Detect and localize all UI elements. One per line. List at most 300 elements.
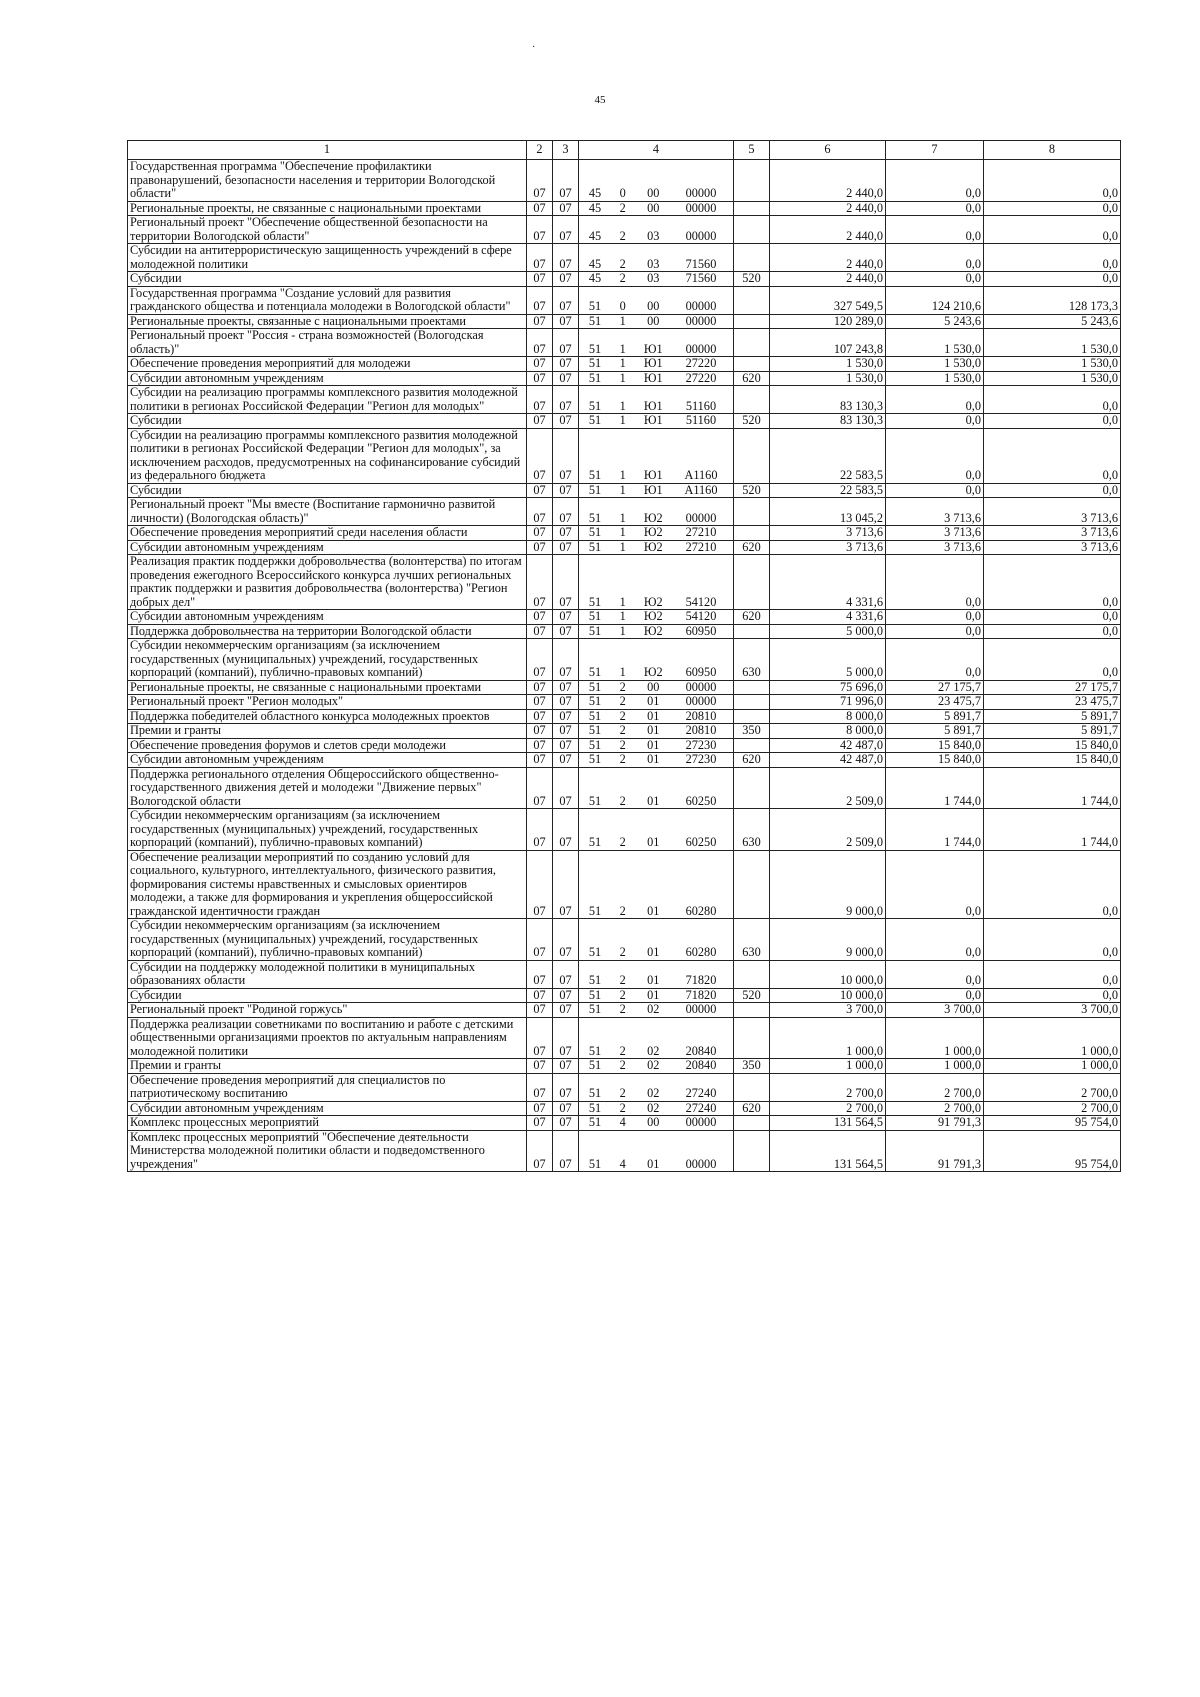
table-row bbox=[128, 357, 1121, 372]
table-row bbox=[128, 1130, 1121, 1172]
row-name: Обеспечение проведения мероприятий для молодежи bbox=[128, 357, 527, 372]
amount-col8: 27 175,7 bbox=[984, 680, 1121, 695]
program-code: 51 bbox=[588, 973, 602, 987]
amount-col7: 0,0 bbox=[886, 555, 984, 610]
direction-code: 1 bbox=[619, 594, 626, 609]
row-name: Премии и гранты bbox=[128, 724, 527, 739]
amount-col8: 128 173,3 bbox=[984, 286, 1121, 314]
row-name: Поддержка добровольчества на территории Вологодской области bbox=[128, 624, 527, 639]
subsection-code: 07 bbox=[553, 555, 579, 610]
direction-code: 2 bbox=[619, 973, 626, 987]
amount-col8: 5 891,7 bbox=[984, 724, 1121, 739]
row-name: Субсидии автономным учреждениям bbox=[128, 753, 527, 768]
table-row bbox=[128, 695, 1121, 710]
section-code: 07 bbox=[527, 201, 553, 216]
expense-type-code: 520 bbox=[734, 988, 770, 1003]
table-row bbox=[128, 414, 1121, 429]
amount-col8: 1 000,0 bbox=[984, 1017, 1121, 1059]
amount-col7: 0,0 bbox=[886, 610, 984, 625]
amount-col8: 2 700,0 bbox=[984, 1073, 1121, 1101]
target-article-code bbox=[579, 695, 734, 710]
amount-col7: 0,0 bbox=[886, 272, 984, 287]
direction-code: 2 bbox=[619, 271, 626, 285]
amount-col6: 10 000,0 bbox=[770, 988, 886, 1003]
row-name: Обеспечение проведения мероприятий для специалистов по патриотическому воспитанию bbox=[128, 1073, 527, 1101]
program-code: 51 bbox=[588, 945, 602, 959]
section-code: 07 bbox=[527, 809, 553, 851]
subsection-code: 07 bbox=[553, 753, 579, 768]
subsection-code: 07 bbox=[553, 988, 579, 1003]
subsection-code: 07 bbox=[553, 1130, 579, 1172]
subsection-code: 07 bbox=[553, 624, 579, 639]
subsection-code: 07 bbox=[553, 850, 579, 919]
section-code: 07 bbox=[527, 1116, 553, 1131]
expense-code: 71820 bbox=[685, 987, 717, 1002]
amount-col6: 8 000,0 bbox=[770, 724, 886, 739]
expense-code: 27240 bbox=[685, 1086, 717, 1100]
project-code: 01 bbox=[647, 737, 660, 752]
subsection-code: 07 bbox=[553, 329, 579, 357]
amount-col7: 1 530,0 bbox=[886, 357, 984, 372]
expense-code: 00000 bbox=[685, 299, 717, 313]
amount-col8: 0,0 bbox=[984, 555, 1121, 610]
column-header: 5 bbox=[734, 141, 770, 160]
table-row bbox=[128, 428, 1121, 483]
program-code: 51 bbox=[588, 903, 602, 918]
section-code: 07 bbox=[527, 767, 553, 809]
target-article-code bbox=[579, 526, 734, 541]
target-article-code bbox=[579, 386, 734, 414]
amount-col6: 22 583,5 bbox=[770, 428, 886, 483]
program-code: 51 bbox=[588, 1043, 602, 1058]
expense-code: 51160 bbox=[685, 398, 717, 413]
expense-type-code bbox=[734, 428, 770, 483]
subsection-code: 07 bbox=[553, 709, 579, 724]
program-code: 51 bbox=[588, 1156, 602, 1171]
section-code: 07 bbox=[527, 724, 553, 739]
subsection-code: 07 bbox=[553, 483, 579, 498]
expense-type-code bbox=[734, 498, 770, 526]
section-code: 07 bbox=[527, 498, 553, 526]
table-row bbox=[128, 483, 1121, 498]
amount-col8: 5 891,7 bbox=[984, 709, 1121, 724]
direction-code: 2 bbox=[619, 903, 626, 918]
column-header: 6 bbox=[770, 141, 886, 160]
row-name: Региональный проект "Родиной горжусь" bbox=[128, 1003, 527, 1018]
amount-col8: 95 754,0 bbox=[984, 1130, 1121, 1172]
column-header: 4 bbox=[579, 141, 734, 160]
section-code: 07 bbox=[527, 1073, 553, 1101]
expense-code: 00000 bbox=[685, 228, 717, 243]
target-article-code bbox=[579, 724, 734, 739]
target-article-code bbox=[579, 919, 734, 961]
target-article-code bbox=[579, 809, 734, 851]
row-name: Региональный проект "Обеспечение общественной безопасности на территории Вологодской области" bbox=[128, 216, 527, 244]
direction-code: 2 bbox=[619, 752, 626, 766]
project-code: 01 bbox=[647, 973, 660, 987]
project-code: 01 bbox=[647, 1156, 660, 1171]
program-code: 51 bbox=[588, 679, 602, 694]
table-row bbox=[128, 314, 1121, 329]
expense-code: 27220 bbox=[685, 370, 717, 385]
subsection-code: 07 bbox=[553, 498, 579, 526]
project-code: 00 bbox=[647, 200, 660, 215]
amount-col7: 0,0 bbox=[886, 483, 984, 498]
amount-col6: 3 700,0 bbox=[770, 1003, 886, 1018]
project-code: Ю2 bbox=[643, 609, 663, 623]
direction-code: 0 bbox=[619, 299, 626, 313]
row-name: Субсидии некоммерческим организациям (за исключением государственных (муниципальных) учреждений, государственных корпораций (компаний), публично-правовых компаний) bbox=[128, 919, 527, 961]
subsection-code: 07 bbox=[553, 919, 579, 961]
direction-code: 2 bbox=[619, 694, 626, 708]
program-code: 45 bbox=[588, 186, 602, 200]
row-name: Поддержка победителей областного конкурса молодежных проектов bbox=[128, 709, 527, 724]
amount-col7: 1 530,0 bbox=[886, 371, 984, 386]
amount-col6: 2 700,0 bbox=[770, 1101, 886, 1116]
subsection-code: 07 bbox=[553, 1017, 579, 1059]
expense-code: 60250 bbox=[685, 835, 717, 849]
expense-code: 71820 bbox=[685, 973, 717, 987]
expense-code: 27220 bbox=[685, 356, 717, 370]
direction-code: 2 bbox=[619, 1043, 626, 1058]
section-code: 07 bbox=[527, 738, 553, 753]
expense-code: 00000 bbox=[685, 1115, 717, 1129]
section-code: 07 bbox=[527, 850, 553, 919]
program-code: 51 bbox=[588, 356, 602, 370]
amount-col8: 0,0 bbox=[984, 414, 1121, 429]
amount-col8: 0,0 bbox=[984, 428, 1121, 483]
amount-col6: 9 000,0 bbox=[770, 919, 886, 961]
program-code: 51 bbox=[588, 665, 602, 679]
direction-code: 0 bbox=[619, 186, 626, 200]
target-article-code bbox=[579, 850, 734, 919]
amount-col7: 5 243,6 bbox=[886, 314, 984, 329]
row-name: Поддержка реализации советниками по воспитанию и работе с детскими общественными организациями проектов по актуальным направлениям молодежной политики bbox=[128, 1017, 527, 1059]
amount-col8: 3 700,0 bbox=[984, 1003, 1121, 1018]
expense-code: 60280 bbox=[685, 903, 717, 918]
section-code: 07 bbox=[527, 272, 553, 287]
amount-col7: 0,0 bbox=[886, 216, 984, 244]
amount-col6: 8 000,0 bbox=[770, 709, 886, 724]
program-code: 51 bbox=[588, 723, 602, 737]
expense-code: 54120 bbox=[685, 609, 717, 623]
amount-col6: 2 509,0 bbox=[770, 767, 886, 809]
program-code: 51 bbox=[588, 793, 602, 808]
row-name: Субсидии bbox=[128, 414, 527, 429]
expense-type-code bbox=[734, 767, 770, 809]
section-code: 07 bbox=[527, 624, 553, 639]
expense-code: 20810 bbox=[685, 723, 717, 737]
expense-code: 60950 bbox=[685, 665, 717, 679]
amount-col6: 1 000,0 bbox=[770, 1017, 886, 1059]
table-row bbox=[128, 371, 1121, 386]
direction-code: 2 bbox=[619, 737, 626, 752]
project-code: 02 bbox=[647, 1058, 660, 1072]
direction-code: 2 bbox=[619, 793, 626, 808]
amount-col8: 1 744,0 bbox=[984, 767, 1121, 809]
table-row bbox=[128, 809, 1121, 851]
row-name: Субсидии на антитеррористическую защищенность учреждений в сфере молодежной политики bbox=[128, 244, 527, 272]
amount-col6: 1 000,0 bbox=[770, 1059, 886, 1074]
target-article-code bbox=[579, 371, 734, 386]
direction-code: 2 bbox=[619, 1058, 626, 1072]
table-row bbox=[128, 386, 1121, 414]
subsection-code: 07 bbox=[553, 272, 579, 287]
expense-type-code bbox=[734, 1130, 770, 1172]
amount-col6: 4 331,6 bbox=[770, 610, 886, 625]
section-code: 07 bbox=[527, 960, 553, 988]
amount-col8: 0,0 bbox=[984, 201, 1121, 216]
amount-col7: 0,0 bbox=[886, 428, 984, 483]
expense-type-code bbox=[734, 329, 770, 357]
amount-col6: 107 243,8 bbox=[770, 329, 886, 357]
target-article-code bbox=[579, 610, 734, 625]
project-code: 01 bbox=[647, 708, 660, 723]
amount-col8: 0,0 bbox=[984, 483, 1121, 498]
subsection-code: 07 bbox=[553, 1101, 579, 1116]
target-article-code bbox=[579, 483, 734, 498]
row-name: Обеспечение проведения мероприятий среди населения области bbox=[128, 526, 527, 541]
row-name: Обеспечение проведения форумов и слетов среди молодежи bbox=[128, 738, 527, 753]
target-article-code bbox=[579, 624, 734, 639]
row-name: Региональные проекты, не связанные с национальными проектами bbox=[128, 201, 527, 216]
direction-code: 1 bbox=[619, 539, 626, 554]
amount-col6: 1 530,0 bbox=[770, 357, 886, 372]
amount-col6: 75 696,0 bbox=[770, 680, 886, 695]
direction-code: 2 bbox=[619, 945, 626, 959]
amount-col7: 3 713,6 bbox=[886, 498, 984, 526]
section-code: 07 bbox=[527, 483, 553, 498]
amount-col8: 3 713,6 bbox=[984, 526, 1121, 541]
row-name: Субсидии на реализацию программы комплексного развития молодежной политики в регионах Российской Федерации "Регион для молодых" bbox=[128, 386, 527, 414]
direction-code: 2 bbox=[619, 200, 626, 215]
project-code: Ю2 bbox=[643, 594, 663, 609]
table-row bbox=[128, 201, 1121, 216]
column-header: 1 bbox=[128, 141, 527, 160]
expense-type-code: 520 bbox=[734, 483, 770, 498]
direction-code: 2 bbox=[619, 1100, 626, 1115]
subsection-code: 07 bbox=[553, 1003, 579, 1018]
direction-code: 1 bbox=[619, 482, 626, 497]
expense-code: 00000 bbox=[685, 694, 717, 708]
amount-col7: 0,0 bbox=[886, 201, 984, 216]
project-code: Ю1 bbox=[643, 341, 663, 356]
page-number: 45 bbox=[594, 94, 606, 106]
direction-code: 1 bbox=[619, 510, 626, 525]
row-name: Субсидии bbox=[128, 272, 527, 287]
table-row bbox=[128, 526, 1121, 541]
program-code: 51 bbox=[588, 623, 602, 638]
expense-code: 00000 bbox=[685, 341, 717, 356]
amount-col8: 0,0 bbox=[984, 272, 1121, 287]
table-row bbox=[128, 272, 1121, 287]
section-code: 07 bbox=[527, 244, 553, 272]
amount-col7: 3 713,6 bbox=[886, 526, 984, 541]
target-article-code bbox=[579, 160, 734, 202]
amount-col6: 2 700,0 bbox=[770, 1073, 886, 1101]
expense-type-code bbox=[734, 216, 770, 244]
row-name: Субсидии некоммерческим организациям (за исключением государственных (муниципальных) учреждений, государственных корпораций (компаний), публично-правовых компаний) bbox=[128, 639, 527, 681]
amount-col8: 15 840,0 bbox=[984, 753, 1121, 768]
project-code: 00 bbox=[647, 679, 660, 694]
project-code: Ю1 bbox=[643, 468, 663, 482]
program-code: 51 bbox=[588, 1002, 602, 1016]
expense-type-code bbox=[734, 709, 770, 724]
amount-col6: 1 530,0 bbox=[770, 371, 886, 386]
amount-col7: 2 700,0 bbox=[886, 1073, 984, 1101]
row-name: Региональные проекты, не связанные с национальными проектами bbox=[128, 680, 527, 695]
amount-col7: 0,0 bbox=[886, 639, 984, 681]
target-article-code bbox=[579, 709, 734, 724]
row-name: Субсидии автономным учреждениям bbox=[128, 610, 527, 625]
expense-type-code: 620 bbox=[734, 540, 770, 555]
program-code: 51 bbox=[588, 539, 602, 554]
row-name: Субсидии автономным учреждениям bbox=[128, 371, 527, 386]
row-name: Региональные проекты, связанные с национальными проектами bbox=[128, 314, 527, 329]
row-name: Субсидии bbox=[128, 988, 527, 1003]
table-row bbox=[128, 1101, 1121, 1116]
column-header: 3 bbox=[553, 141, 579, 160]
row-name: Премии и гранты bbox=[128, 1059, 527, 1074]
amount-col6: 13 045,2 bbox=[770, 498, 886, 526]
row-name: Субсидии на поддержку молодежной политики в муниципальных образованиях области bbox=[128, 960, 527, 988]
amount-col7: 91 791,3 bbox=[886, 1130, 984, 1172]
subsection-code: 07 bbox=[553, 680, 579, 695]
expense-code: 20840 bbox=[685, 1058, 717, 1072]
program-code: 51 bbox=[588, 1115, 602, 1129]
program-code: 51 bbox=[588, 468, 602, 482]
program-code: 45 bbox=[588, 200, 602, 215]
budget-table-container bbox=[127, 140, 1120, 1172]
row-name: Субсидии некоммерческим организациям (за исключением государственных (муниципальных) учреждений, государственных корпораций (компаний), публично-правовых компаний) bbox=[128, 809, 527, 851]
row-name: Субсидии bbox=[128, 483, 527, 498]
table-row bbox=[128, 680, 1121, 695]
table-row bbox=[128, 624, 1121, 639]
row-name: Субсидии на реализацию программы комплексного развития молодежной политики в регионах Российской Федерации "Регион для молодых", за исключением расходов, предусмотренных на софинансирование субсидий из федерального бюджета bbox=[128, 428, 527, 483]
amount-col7: 5 891,7 bbox=[886, 724, 984, 739]
project-code: 01 bbox=[647, 752, 660, 766]
table-row bbox=[128, 850, 1121, 919]
subsection-code: 07 bbox=[553, 526, 579, 541]
row-name: Комплекс процессных мероприятий "Обеспечение деятельности Министерства молодежной политики области и подведомственного учреждения" bbox=[128, 1130, 527, 1172]
target-article-code bbox=[579, 1130, 734, 1172]
expense-type-code bbox=[734, 386, 770, 414]
section-code: 07 bbox=[527, 526, 553, 541]
expense-code: 71560 bbox=[685, 271, 717, 285]
amount-col6: 10 000,0 bbox=[770, 960, 886, 988]
table-row bbox=[128, 1017, 1121, 1059]
table-row bbox=[128, 1116, 1121, 1131]
amount-col7: 2 700,0 bbox=[886, 1101, 984, 1116]
scan-mark: · bbox=[532, 42, 536, 53]
amount-col8: 1 530,0 bbox=[984, 371, 1121, 386]
table-row bbox=[128, 160, 1121, 202]
program-code: 51 bbox=[588, 1100, 602, 1115]
section-code: 07 bbox=[527, 1003, 553, 1018]
direction-code: 1 bbox=[619, 356, 626, 370]
table-row bbox=[128, 244, 1121, 272]
row-name: Региональный проект "Россия - страна возможностей (Вологодская область)" bbox=[128, 329, 527, 357]
expense-code: 51160 bbox=[685, 413, 717, 427]
expense-code: 27210 bbox=[685, 525, 717, 539]
table-row bbox=[128, 498, 1121, 526]
amount-col7: 0,0 bbox=[886, 244, 984, 272]
project-code: 01 bbox=[647, 694, 660, 708]
expense-code: 71560 bbox=[685, 256, 717, 271]
program-code: 51 bbox=[588, 413, 602, 427]
subsection-code: 07 bbox=[553, 1059, 579, 1074]
amount-col7: 1 530,0 bbox=[886, 329, 984, 357]
expense-type-code bbox=[734, 738, 770, 753]
expense-code: 00000 bbox=[685, 186, 717, 200]
subsection-code: 07 bbox=[553, 386, 579, 414]
target-article-code bbox=[579, 1116, 734, 1131]
table-row bbox=[128, 555, 1121, 610]
amount-col7: 0,0 bbox=[886, 414, 984, 429]
amount-col6: 3 713,6 bbox=[770, 526, 886, 541]
subsection-code: 07 bbox=[553, 724, 579, 739]
amount-col8: 3 713,6 bbox=[984, 540, 1121, 555]
project-code: Ю2 bbox=[643, 539, 663, 554]
section-code: 07 bbox=[527, 371, 553, 386]
section-code: 07 bbox=[527, 286, 553, 314]
project-code: 02 bbox=[647, 1100, 660, 1115]
project-code: 00 bbox=[647, 299, 660, 313]
section-code: 07 bbox=[527, 160, 553, 202]
target-article-code bbox=[579, 498, 734, 526]
section-code: 07 bbox=[527, 357, 553, 372]
amount-col8: 0,0 bbox=[984, 919, 1121, 961]
amount-col6: 4 331,6 bbox=[770, 555, 886, 610]
expense-type-code bbox=[734, 680, 770, 695]
table-row bbox=[128, 1073, 1121, 1101]
section-code: 07 bbox=[527, 610, 553, 625]
column-header: 2 bbox=[527, 141, 553, 160]
direction-code: 1 bbox=[619, 313, 626, 328]
direction-code: 1 bbox=[619, 468, 626, 482]
table-row bbox=[128, 216, 1121, 244]
project-code: 01 bbox=[647, 945, 660, 959]
expense-code: 54120 bbox=[685, 594, 717, 609]
target-article-code bbox=[579, 314, 734, 329]
target-article-code bbox=[579, 540, 734, 555]
subsection-code: 07 bbox=[553, 540, 579, 555]
project-code: Ю1 bbox=[643, 482, 663, 497]
target-article-code bbox=[579, 639, 734, 681]
target-article-code bbox=[579, 1003, 734, 1018]
program-code: 51 bbox=[588, 987, 602, 1002]
amount-col8: 0,0 bbox=[984, 244, 1121, 272]
project-code: 03 bbox=[647, 228, 660, 243]
direction-code: 4 bbox=[619, 1156, 626, 1171]
subsection-code: 07 bbox=[553, 738, 579, 753]
amount-col7: 0,0 bbox=[886, 624, 984, 639]
project-code: Ю1 bbox=[643, 398, 663, 413]
table-row bbox=[128, 610, 1121, 625]
amount-col7: 3 700,0 bbox=[886, 1003, 984, 1018]
project-code: 01 bbox=[647, 987, 660, 1002]
amount-col8: 2 700,0 bbox=[984, 1101, 1121, 1116]
section-code: 07 bbox=[527, 709, 553, 724]
expense-type-code bbox=[734, 526, 770, 541]
amount-col8: 0,0 bbox=[984, 624, 1121, 639]
amount-col6: 42 487,0 bbox=[770, 753, 886, 768]
expense-code: 20840 bbox=[685, 1043, 717, 1058]
table-row bbox=[128, 540, 1121, 555]
subsection-code: 07 bbox=[553, 1073, 579, 1101]
expense-code: 27210 bbox=[685, 539, 717, 554]
subsection-code: 07 bbox=[553, 767, 579, 809]
